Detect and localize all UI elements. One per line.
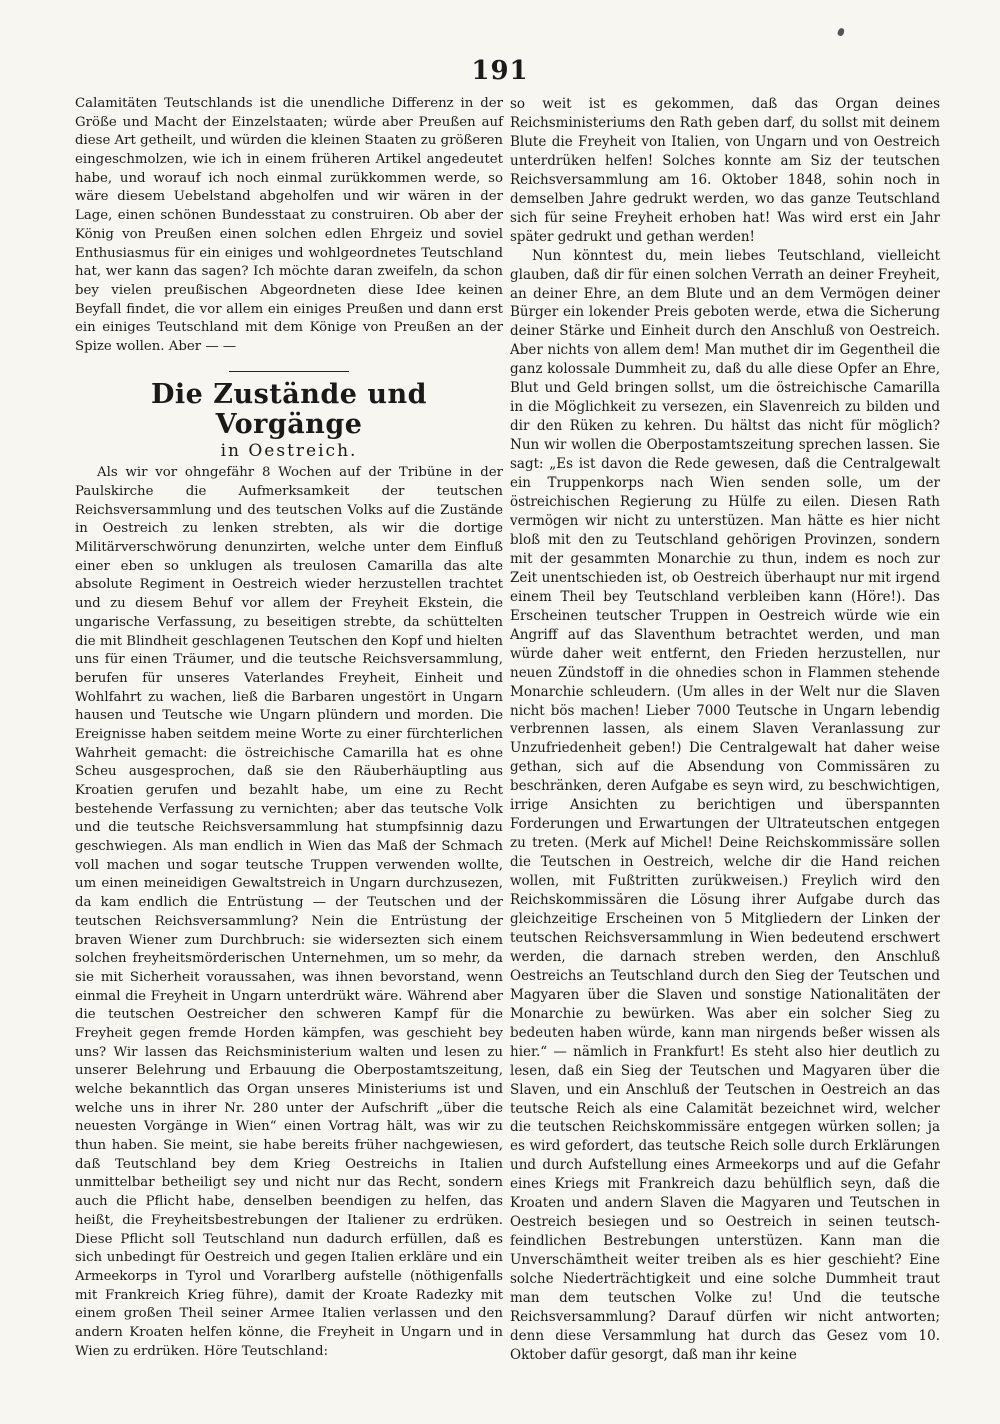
ink-mark: [837, 27, 846, 37]
page-number: 191: [471, 56, 529, 86]
left-column: [75, 95, 503, 1361]
right-paragraph-2: Nun könntest du, mein liebes Teutschland, vielleicht glauben, daß dir für einen solchen Verrath an deiner Freyheit, an deiner Ehre, an dem Blute und an dem Vermögen deiner Bürger ein lokender Preis geboten werde, etwa die Sicherung deiner Stärke und Einheit durch den Anschluß von Oestreich. Aber nichts von allem dem! Man muthet dir im Gegentheil die ganz kolossale Dummheit zu, daß du alle diese Opfer an Ehre, Blut und Geld bringen sollst, um die östreichische Camarilla in die Möglichkeit zu versezen, ein Slavenreich zu bilden und dir den Rüken zu kehren. Du hältst das nicht für möglich? Nun wir wollen die Oberpostamtszeitung sprechen lassen. Sie sagt: „Es ist davon die Rede gewesen, daß die Centralgewalt ein Truppenkorps nach Wien senden solle, um der östreichischen Regierung zu Hülfe zu eilen. Diesen Rath vermögen wir nicht zu unterstüzen. Man hätte es hier nicht bloß mit den zu Teutschland gehörigen Provinzen, sondern mit der gesammten Monarchie zu thun, indem es noch zur Zeit unentschieden ist, ob Oestreich überhaupt nur mit irgend einem Theil bey Teutschland verbleiben kann (Höre!). Das Erscheinen teutscher Truppen in Oestreich würde wie ein Angriff auf das Slaventhum betrachtet werden, und man würde daher weit entfernt, den Frieden herzustellen, nur neuen Zündstoff in die ohnedies schon in Flammen stehende Monarchie schleudern. (Um alles in der Welt nur die Slaven nicht bös machen! Lieber 7000 Teutsche in Ungarn lebendig verbrennen lassen, als einem Slaven Veranlassung zur Unzufriedenheit geben!) Die Centralgewalt hat daher weise gethan, sich auf die Absendung von Commissären zu beschränken, deren Aufgabe es seyn wird, zu beschwichtigen, irrige Ansichten zu berichtigen und überspannten Forderungen und Erwartungen der Ultrateutschen entgegen zu treten. (Merk auf Michel! Deine Reichskommissäre sollen die Teutschen in Oestreich, welche dir die Hand reichen wollen, mit Fußtritten zurükweisen.) Freylich wird den Reichskommissären die Lösung ihrer Aufgabe durch das gleichzeitige Erscheinen von 5 Mitgliedern der Linken der teutschen Reichsversammlung in Wien bedeutend erschwert werden, die darnach streben werden, den Anschluß Oestreichs an Teutschland durch den Sieg der Teutschen und Magyaren über die Slaven und sonstige Nationalitäten der Monarchie zu bewürken. Was aber ein solcher Sieg zu bedeuten haben würde, kann man nirgends beßer wissen als hier.“ — nämlich in Frankfurt! Es steht also hier deutlich zu lesen, daß ein Sieg der Teutschen und Magyaren über die Slaven, und ein Anschluß der Teutschen in Oestreich an das teutsche Reich als eine Calamität bezeichnet wird, welcher die teutschen Reichskommissäre entgegen würken sollen; ja es wird gefordert, das teutsche Reich solle durch Erklärungen und durch Aufstellung eines Armeekorps und auf die Gefahr eines Kriegs mit Frankreich dazu behülflich seyn, daß die Kroaten und andern Slaven die Magyaren und Teutschen in Oestreich besiegen und so Oestreich in seinen teutsch-feindlichen Bestrebungen unterstüzen. Kann man die Unverschämtheit weiter treiben als es hier geschieht? Eine solche Niederträchtigkeit und eine solche Dummheit traut man dem teutschen Volke zu! Und die teutsche Reichsversammlung? Darauf dürfen wir nicht antworten; denn diese Versammlung hat durch das Gesez vom 10. Oktober dafür gesorgt, daß man ihr keine: [510, 247, 940, 1363]
section-divider: [229, 371, 349, 372]
left-paragraph-2: Als wir vor ohngefähr 8 Wochen auf der Tribüne in der Paulskirche die Aufmerksamkeit der teutschen Reichsversammlung und des teutschen Volks auf die Zustände in Oestreich zu lenken strebten, als wir die dortige Militärverschwörung denunzirten, welche unter dem Einfluß einer eben so unklugen als treulosen Camarilla das alte absolute Regiment in Oestreich wieder herzustellen trachtet und zu diesem Behuf vor allem der Freyheit Ekstein, die ungarische Verfassung, zu beseitigen strebte, da schüttelten die mit Blindheit geschlagenen Teutschen den Kopf und hielten uns für einen Träumer, und die teutsche Reichsversammlung, berufen für unseres Vaterlandes Freyheit, Einheit und Wohlfahrt zu wachen, ließ die Barbaren ungestört in Ungarn hausen und Teutsche wie Ungarn plündern und morden. Die Ereignisse haben seitdem meine Worte zu einer fürchterlichen Wahrheit gemacht: die östreichische Camarilla hat es ohne Scheu ausgesprochen, daß sie den Räuberhäuptling aus Kroatien gerufen und bezahlt habe, um eine zu Recht bestehende Verfassung zu vernichten; aber das teutsche Volk und die teutsche Reichsversammlung hat stumpfsinnig dazu geschwiegen. Als man endlich in Wien das Maß der Schmach voll machen und sogar teutsche Truppen verwenden wollte, um einen meineidigen Gewaltstreich in Ungarn durchzusezen, da kam endlich die Entrüstung — der Teutschen und der teutschen Reichsversammlung? Nein die Entrüstung der braven Wiener zum Durchbruch: sie widersezten sich einem solchen freyheitsmörderischen Unternehmen, um so mehr, da sie mit Sicherheit voraussahen, was ihnen bevorstand, wenn einmal die Freyheit in Ungarn unterdrükt wäre. Während aber die teutschen Oestreicher den schweren Kampf für die Freyheit gegen fremde Horden kämpfen, was geschieht bey uns? Wir lassen das Reichsministerium walten und lesen zu unserer Belehrung und Erbauung die Oberpostamtszeitung, welche bekanntlich das Organ unseres Ministeriums ist und welche uns in ihrer Nr. 280 unter der Aufschrift „über die neuesten Vorgänge in Wien“ einen Vortrag hält, was wir zu thun haben. Sie meint, sie habe bereits früher nachgewiesen, daß Teutschland bey dem Krieg Oestreichs in Italien unmittelbar betheiligt sey und nicht nur das Recht, sondern auch die Pflicht habe, denselben beendigen zu helfen, das heißt, die Freyheitsbestrebungen der Italiener zu erdrüken. Diese Pflicht soll Teutschland nun dadurch erfüllen, daß es sich unbedingt für Oestreich und gegen Italien erkläre und ein Armeekorps in Tyrol und Vorarlberg aufstelle (nöthigenfalls mit Frankreich Krieg führe), damit der Kroate Radezky mit einem großen Theil seiner Armee Italien verlassen und den andern Kroaten helfen könne, die Freyheit in Ungarn und in Wien zu erdrüken. Höre Teutschland:: [75, 465, 503, 1359]
left-paragraph-1: Calamitäten Teutschlands ist die unendliche Differenz in der Größe und Macht der Einzelstaaten; würde aber Preußen auf diese Art getheilt, und würden die kleinen Staaten zu größeren eingeschmolzen, wie ich in einem früheren Artikel angedeutet habe, und worauf ich noch einmal zurükkommen werde, so wäre diesem Uebelstand abgeholfen und wir wären in der Lage, einen schönen Bundesstaat zu construiren. Ob aber der König von Preußen einen solchen edlen Ehrgeiz und soviel Enthusiasmus für ein einiges und wohlgeordnetes Teutschland hat, wer kann das sagen? Ich möchte daran zweifeln, da schon bey vielen preußischen Abgeordneten diese Idee keinen Beyfall findet, die vor allem ein einiges Preußen und dann erst ein einiges Teutschland mit dem Könige von Preußen an der Spize wollen. Aber — —: [75, 96, 503, 354]
article-subheading: in Oestreich.: [220, 440, 358, 461]
article-headline: Die Zustände und Vorgänge: [151, 378, 427, 440]
right-paragraph-1: so weit ist es gekommen, daß das Organ deines Reichsministeriums den Rath geben darf, du sollst mit deinem Blute die Freyheit von Italien, von Ungarn und von Oestreich unterdrüken helfen! Solches konnte am Siz der teutschen Reichsversammlung am 16. Oktober 1848, sohin noch in demselben Jahre gedrukt werden, wo das ganze Teutschland sich für seine Freyheit erhoben hat! Was wird erst ein Jahr später gedrukt und gethan werden!: [510, 96, 940, 245]
right-column: [510, 95, 940, 1365]
